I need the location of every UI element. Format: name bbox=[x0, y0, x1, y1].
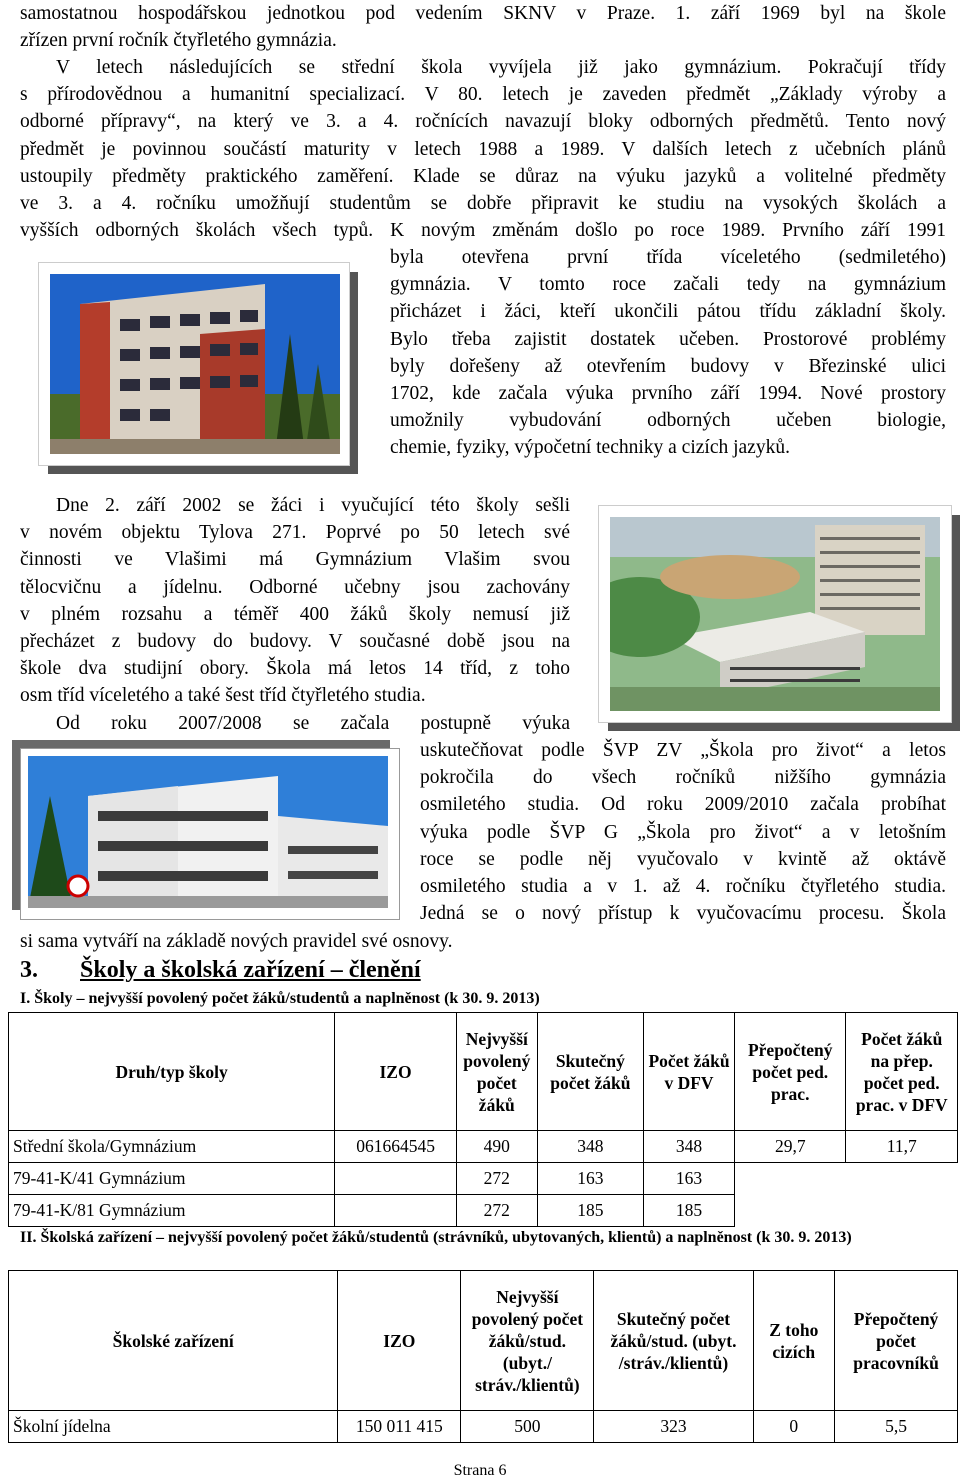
table1-header: Skutečný počet žáků bbox=[537, 1013, 643, 1131]
paragraph-history-1: samostatnou hospodářskou jednotkou pod vedením SKNV v Praze. 1. září 1969 byl na škole zřízen první ročník čtyřletého gymnázia. bbox=[20, 3, 946, 52]
table2-header: Přepočtený počet pracovníků bbox=[835, 1271, 958, 1411]
paragraph-history-2: V letech následujících se střední škola vyvíjela již jako gymnázium. Pokračují třídy s přírodovědnou a humanitní specializací. V 80. letech je zaveden předmět „Základy výroby a odborné přípravy“, na který ve 3. a 4. ročnících navazují bloky odborných předmětů. Tento nový předmět je povinnou součástí maturity v letech 1988 a 1989. V dalších letech z učebních plánů ustoupily předměty praktického zaměření. Klade se důraz na výuku jazyků a volitelné předměty ve 3. a 4. ročníku umožňují studentům se dobře připravit ke studiu na vysokých školách a vyšších odborných školách všech typů. K novým změnám došlo po roce 1989. Prvního září 1991 bbox=[20, 57, 946, 242]
table-row: Školní jídelna 150 011 415 500 323 0 5,5 bbox=[9, 1411, 958, 1443]
schools-capacity-table bbox=[8, 1012, 958, 1227]
table-row: 79-41-K/81 Gymnázium 272 185 185 bbox=[9, 1195, 958, 1227]
table2-header: Školské zařízení bbox=[9, 1271, 338, 1411]
table1-header: Nejvyšší povolený počet žáků bbox=[456, 1013, 537, 1131]
photo-current-school-building bbox=[12, 740, 398, 918]
table2-header: Z toho cizích bbox=[753, 1271, 835, 1411]
table2-caption: II. Školská zařízení – nejvyšší povolený počet žáků/studentů (strávníků, ubytovaných, klientů) a naplněnost (k 30. 9. 2013) bbox=[20, 1229, 852, 1246]
table2-header: IZO bbox=[338, 1271, 461, 1411]
paragraph-svp-end: si sama vytváří na základě nových pravidel své osnovy. bbox=[20, 931, 453, 952]
table-row: 79-41-K/41 Gymnázium 272 163 163 bbox=[9, 1163, 958, 1195]
section-heading: 3. Školy a školská zařízení – členění bbox=[20, 957, 421, 983]
photo-old-school-building bbox=[38, 262, 358, 474]
facilities-capacity-table bbox=[8, 1270, 958, 1443]
table2-header: Skutečný počet žáků/stud. (ubyt. /stráv./klientů) bbox=[594, 1271, 753, 1411]
table1-header: Druh/typ školy bbox=[9, 1013, 335, 1131]
table-row: Střední škola/Gymnázium 061664545 490 348 348 29,7 11,7 bbox=[9, 1131, 958, 1163]
table1-caption: I. Školy – nejvyšší povolený počet žáků/studentů a naplněnost (k 30. 9. 2013) bbox=[20, 990, 540, 1007]
table2-header: Nejvyšší povolený počet žáků/stud. (ubyt./ stráv./klientů) bbox=[461, 1271, 594, 1411]
paragraph-new-building: Dne 2. září 2002 se žáci i vyučující této školy sešli v novém objektu Tylova 271. Poprvé po 50 letech své činnosti ve Vlašimi má Gymnázium Vlašim svou tělocvičnu a jídelnu. Odborné učebny jsou zachovány v plném rozsahu a téměř 400 žáků školy nemusí již přecházet z budovy do budovy. V současné době jsou na škole dva studijní obory. Škola má letos 14 tříd, z toho osm tříd víceletého a také šest tříd čtyřletého studia. Od roku 2007/2008 se začala postupně výuka bbox=[20, 495, 570, 734]
table1-header: Počet žáků v DFV bbox=[644, 1013, 735, 1131]
table1-header: Počet žáků na přep. počet ped. prac. v DFV bbox=[846, 1013, 958, 1131]
page-number: Strana 6 bbox=[453, 1462, 507, 1479]
paragraph-history-2-wrap: byla otevřena první třída víceletého (sedmiletého) gymnázia. V tomto roce začali tedy na gymnázium přicházet i žáci, kteří ukončili pátou třídu základní školy. Bylo třeba zajistit dostatek učeben. Prostorové problémy byly dořešeny až otevřením budovy v Březinské ulici 1702, kde začala výuka prvního září 1994. Nové prostory umožnily vybudování odborných učeben biologie, chemie, fyziky, výpočetní techniky a cizích jazyků. bbox=[390, 247, 946, 459]
table1-header: Přepočtený počet ped. prac. bbox=[735, 1013, 846, 1131]
paragraph-svp: uskutečňovat podle ŠVP ZV „Škola pro život“ a letos pokročila do všech ročníků nižšího gymnázia osmiletého studia. Od roku 2009/2010 začala probíhat výuka podle ŠVP G „Škola pro život“ a v letošním roce se podle něj vyučovalo v kvintě až oktávě osmiletého studia a v 1. až 4. ročníku čtyřletého studia. Jedná se o nový přístup k vyučovacímu procesu. Škola bbox=[420, 740, 946, 925]
photo-aerial-school-view bbox=[598, 505, 960, 731]
table1-header: IZO bbox=[335, 1013, 457, 1131]
